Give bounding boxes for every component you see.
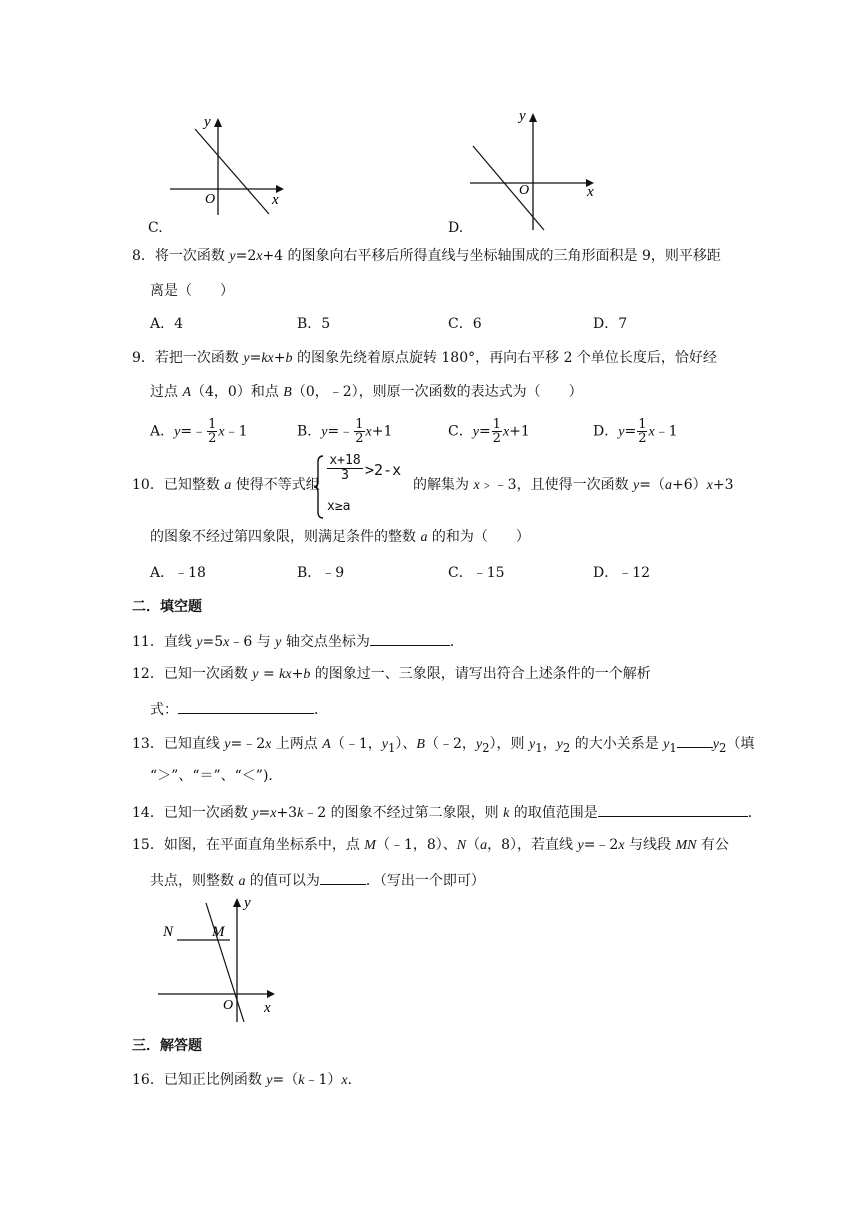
question-13-line1: 13．已知直线 y=﹣2x 上两点 A（﹣1，$y_1$）、B（﹣2，$y_2$），则 $y_1$，$y_2$ 的大小关系是 $y_1$ $y_2$（填 [132,732,754,758]
q12-answer-blank[interactable] [178,698,314,714]
axis-x-label: x [264,1000,271,1016]
axis-x-label: x [272,192,279,208]
graph-option-c [170,110,290,220]
inequality-system [313,454,413,520]
system-rhs: >2-x [365,461,402,479]
section-answer-heading: 三．解答题 [132,1038,202,1054]
origin-label: O [223,998,234,1013]
axis-x-label: x [587,184,594,200]
question-8-line2: 离是（ ） [150,283,234,299]
q15-answer-blank[interactable] [320,869,366,885]
graph-option-d [470,100,600,235]
q15-figure [158,892,283,1024]
question-15-line1: 15．如图，在平面直角坐标系中，点 M（﹣1，8）、N（a，8），若直线 y=﹣2x 与线段 MN 有公 [132,837,729,853]
question-9-line1: 9．若把一次函数 y=kx+b 的图象先绕着原点旋转 180°，再向右平移 2 个单位长度后，恰好经 [132,350,717,366]
axis-y-label: y [244,895,251,911]
point-n-label: N [163,924,174,940]
q14-answer-blank[interactable] [598,801,748,817]
point-m-label: M [212,924,225,940]
system-denominator: 3 [341,468,349,483]
section-fill-in-heading: 二．填空题 [132,599,202,615]
q10-option-d[interactable]: D．﹣12 [593,565,651,581]
q8-option-a[interactable]: A．4 [150,316,184,332]
question-10-line2: 的图象不经过第四象限，则满足条件的整数 a 的和为（ ） [150,529,530,545]
question-10-line1a: 10．已知整数 a 使得不等式组 [132,477,320,493]
q10-option-b[interactable]: B．﹣9 [297,565,345,581]
q11-answer-blank[interactable] [370,630,450,646]
q8-option-b[interactable]: B．5 [297,316,331,332]
question-9-line2: 过点 A（4，0）和点 B（0，﹣2），则原一次函数的表达式为（ ） [150,384,583,400]
axis-y-label: y [204,114,211,130]
question-12-line2: 式： ． [150,698,328,720]
system-numerator: x+18 [327,454,363,469]
question-8-line1: 8．将一次函数 y=2x+4 的图象向右平移后所得直线与坐标轴围成的三角形面积是 9，则平移距 [132,248,721,264]
question-15-line2: 共点，则整数 a 的值可以为 ．（写出一个即可） [150,869,485,892]
q9-option-b[interactable]: B．y=﹣ $\frac{1}{2}$ x+1 [297,417,393,446]
q10-option-c[interactable]: C．﹣15 [448,565,505,581]
axis-y-label: y [519,108,526,124]
q9-option-d[interactable]: D．y= $\frac{1}{2}$ x﹣1 [593,417,678,446]
q8-option-c[interactable]: C．6 [448,316,482,332]
q13-answer-blank[interactable] [677,732,713,748]
question-10-line1b: 的解集为 x﹥﹣3，且使得一次函数 y=（a+6）x+3 [413,477,734,493]
graph-d-label: D. [448,220,464,236]
q9-option-a[interactable]: A．y=﹣ $\frac{1}{2}$ x﹣1 [150,417,248,446]
question-12-line1: 12．已知一次函数 y = kx+b 的图象过一、三象限，请写出符合上述条件的一个解析 [132,666,651,682]
question-11: 11．直线 y=5x﹣6 与 y 轴交点坐标为 ． [132,630,464,653]
q10-option-a[interactable]: A．﹣18 [150,565,206,581]
question-13-line2: “＞”、“＝”、“＜”)． [150,768,283,784]
q8-option-d[interactable]: D．7 [593,316,628,332]
origin-label: O [205,192,216,207]
graph-c-label: C. [148,220,163,236]
question-14: 14．已知一次函数 y=x+3k﹣2 的图象不经过第二象限，则 k 的取值范围是 ． [132,801,762,824]
system-row2: x≥a [327,499,351,514]
question-16: 16．已知正比例函数 y=（k﹣1）x． [132,1072,362,1088]
left-brace-icon [313,454,325,520]
q9-option-c[interactable]: C．y= $\frac{1}{2}$ x+1 [448,417,530,446]
origin-label: O [519,183,530,198]
